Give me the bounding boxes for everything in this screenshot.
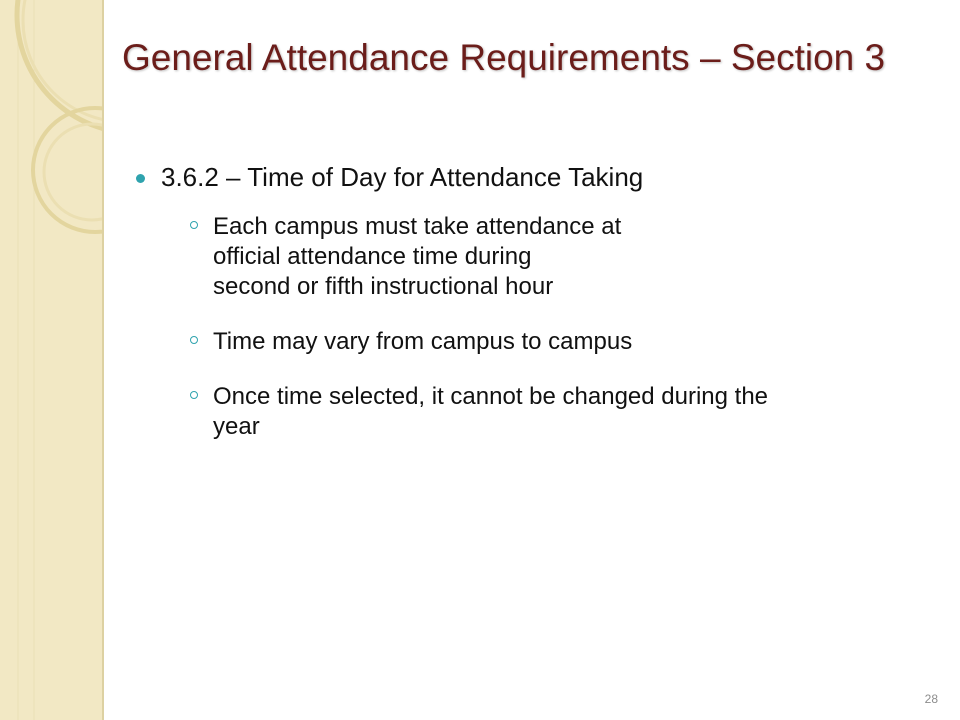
sub-bullet-item [190, 212, 936, 302]
sub-bullet-line: Time may vary from campus to campus [213, 328, 633, 355]
sub-bullet-text [213, 382, 936, 442]
slide-title: General Attendance Requirements – Section 3 [122, 37, 886, 78]
concentric-rings-decoration-icon [0, 0, 104, 720]
main-bullet-item [136, 160, 936, 194]
main-bullet-text: 3.6.2 – Time of Day for Attendance Taking [161, 162, 644, 192]
sub-bullet-text [213, 212, 936, 302]
hollow-circle-bullet-icon [190, 221, 198, 229]
hollow-circle-bullet-icon [190, 336, 198, 344]
decorative-side-band [0, 0, 104, 720]
sub-bullet-line: year [213, 413, 260, 440]
sub-bullet-text [213, 327, 936, 357]
hollow-circle-bullet-icon [190, 391, 198, 399]
sub-bullet-line: official attendance time during [213, 243, 532, 270]
filled-circle-bullet-icon [136, 174, 145, 183]
page-number: 28 [924, 692, 938, 706]
sub-bullet-line: Once time selected, it cannot be changed during the [213, 383, 769, 410]
sub-bullet-item [190, 327, 936, 357]
sub-bullet-line: second or fifth instructional hour [213, 273, 554, 300]
sub-bullet-list [136, 212, 936, 442]
slide-content [136, 160, 936, 467]
sub-bullet-item [190, 382, 936, 442]
sub-bullet-line: Each campus must take attendance at [213, 213, 622, 240]
